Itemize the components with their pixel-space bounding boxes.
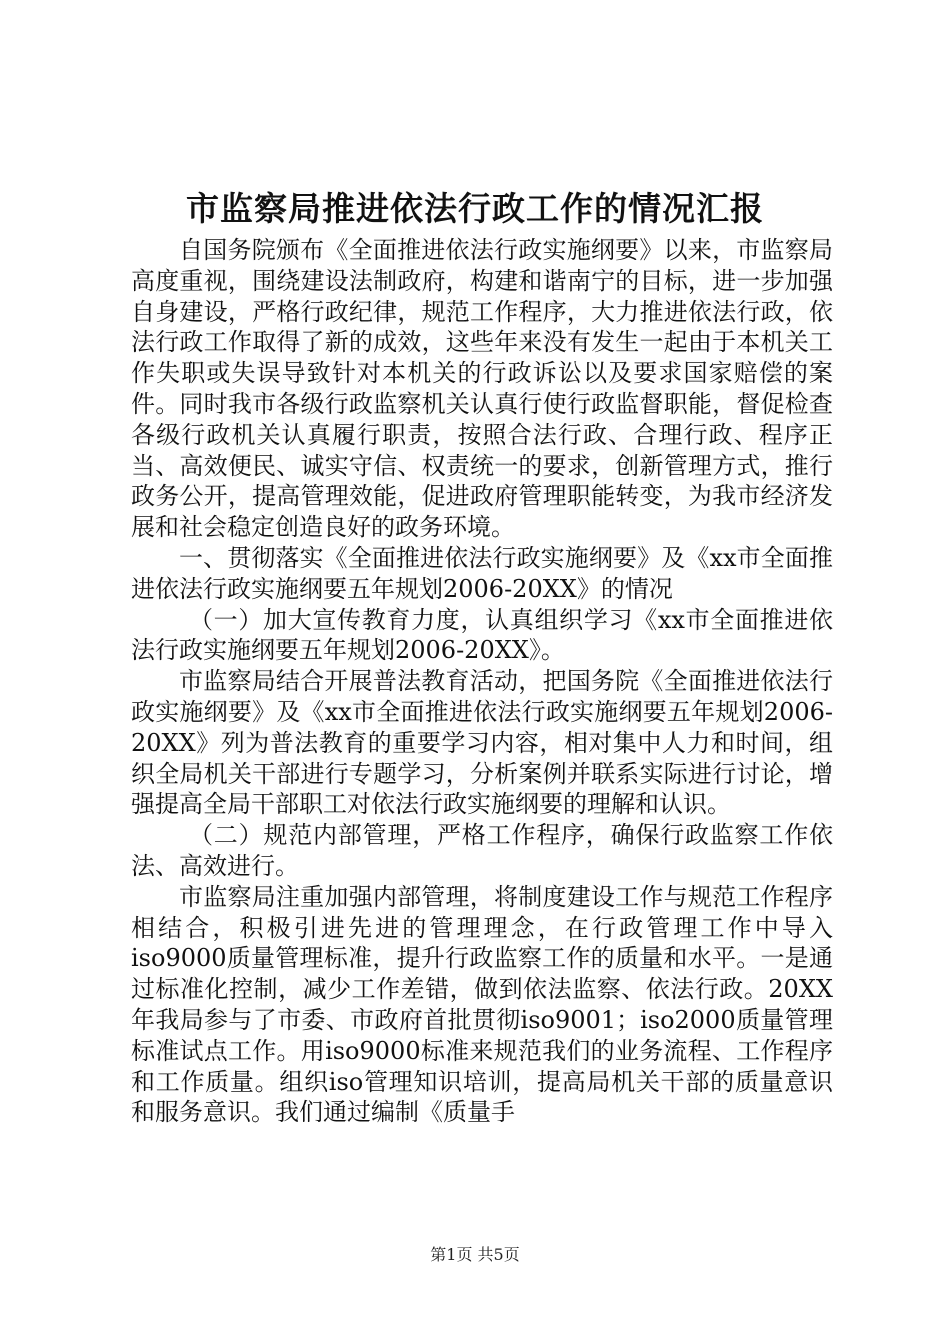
document-body (131, 235, 833, 1128)
document-title: 市监察局推进依法行政工作的情况汇报 (186, 189, 764, 228)
page-number-footer: 第1页 共5页 (430, 1245, 520, 1264)
paragraph-management: 市监察局注重加强内部管理，将制度建设工作与规范工作程序相结合，积极引进先进的管理理念，在行政管理工作中导入iso9000质量管理标准，提升行政监察工作的质量和水平。一是通过标准化控制，减少工作差错，做到依法监察、依法行政。20XX年我局参与了市委、市政府首批贯彻iso9001；iso2000质量管理标准试点工作。用iso9000标准来规范我们的业务流程、工作程序和工作质量。组织iso管理知识培训，提高局机关干部的质量意识和服务意识。我们通过编制《质量手 (131, 882, 833, 1127)
subsection-heading-2: （二）规范内部管理，严格工作程序，确保行政监察工作依法、高效进行。 (131, 821, 833, 880)
paragraph-study: 市监察局结合开展普法教育活动，把国务院《全面推进依法行政实施纲要》及《xx市全面推进依法行政实施纲要五年规划2006-20XX》列为普法教育的重要学习内容，相对集中人力和时间，组织全局机关干部进行专题学习，分析案例并联系实际进行讨论，增强提高全局干部职工对依法行政实施纲要的理解和认识。 (131, 667, 833, 819)
paragraph-intro: 自国务院颁布《全面推进依法行政实施纲要》以来，市监察局高度重视，围绕建设法制政府，构建和谐南宁的目标，进一步加强自身建设，严格行政纪律，规范工作程序，大力推进依法行政，依法行政工作取得了新的成效，这些年来没有发生一起由于本机关工作失职或失误导致针对本机关的行政诉讼以及要求国家赔偿的案件。同时我市各级行政监察机关认真行使行政监督职能，督促检查各级行政机关认真履行职责，按照合法行政、合理行政、程序正当、高效便民、诚实守信、权责统一的要求，创新管理方式，推行政务公开，提高管理效能，促进政府管理职能转变，为我市经济发展和社会稳定创造良好的政务环境。 (131, 236, 833, 542)
section-heading-1: 一、贯彻落实《全面推进依法行政实施纲要》及《xx市全面推进依法行政实施纲要五年规划2006-20XX》的情况 (131, 543, 833, 603)
subsection-heading-1: （一）加大宣传教育力度，认真组织学习《xx市全面推进依法行政实施纲要五年规划2006-20XX》。 (131, 605, 833, 665)
